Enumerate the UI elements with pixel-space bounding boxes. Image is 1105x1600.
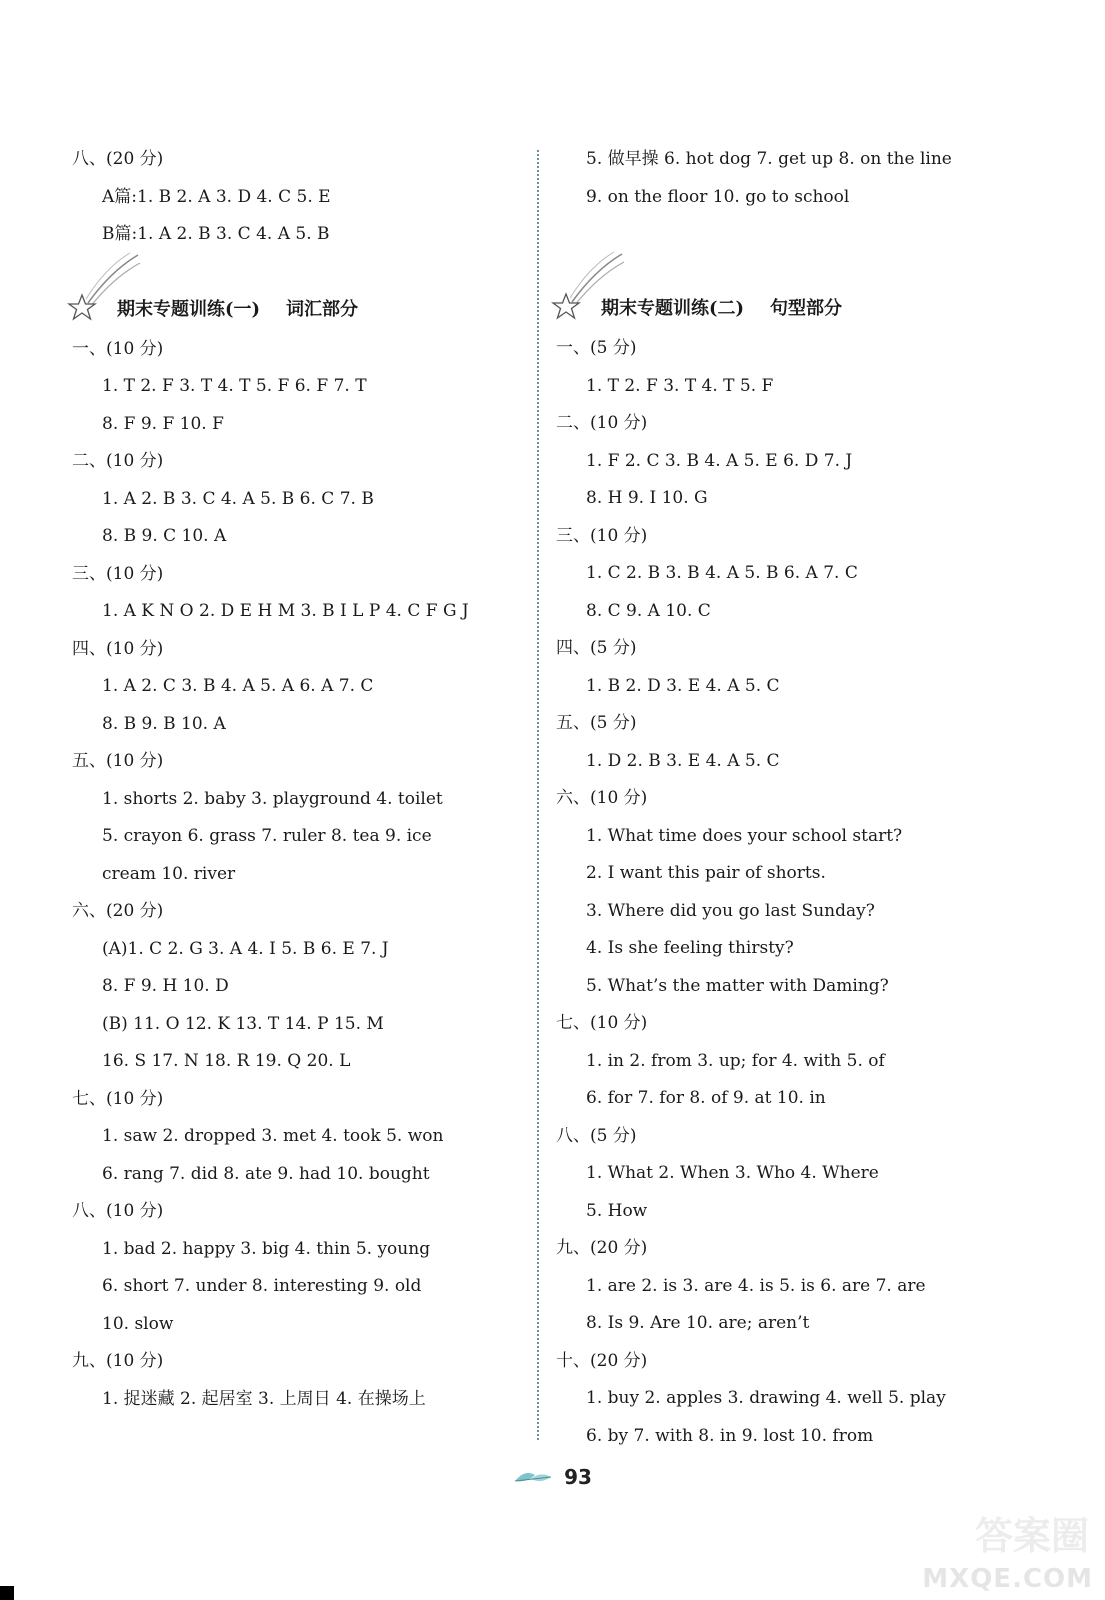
answer-line: 1. What 2. When 3. Who 4. Where (586, 1163, 879, 1183)
answer-line: 4. Is she feeling thirsty? (586, 938, 794, 958)
section-title: 六、(10 分) (556, 788, 648, 808)
answer-line: 1. F 2. C 3. B 4. A 5. E 6. D 7. J (586, 450, 853, 471)
section-title: 三、(10 分) (556, 525, 648, 546)
answer-line: 5. How (586, 1200, 648, 1221)
answer-line: (B) 11. O 12. K 13. T 14. P 15. M (102, 1013, 384, 1034)
answer-line: 3. Where did you go last Sunday? (586, 900, 875, 921)
answer-line: 6. for 7. for 8. of 9. at 10. in (586, 1088, 826, 1108)
answer-line: 1. A K N O 2. D E H M 3. B I L P 4. C F G J (102, 601, 469, 621)
section-title: 九、(10 分) (72, 1351, 164, 1371)
answer-line: 1. D 2. B 3. E 4. A 5. C (586, 750, 780, 771)
training-2-answers (556, 330, 1026, 1455)
right-column (556, 141, 1026, 1455)
answer-line: 1. T 2. F 3. T 4. T 5. F 6. F 7. T (102, 376, 367, 396)
section-title: 四、(10 分) (72, 638, 164, 659)
section-title: 十、(20 分) (556, 1350, 648, 1371)
section-title: 四、(5 分) (556, 638, 637, 658)
shooting-star-icon (550, 250, 625, 320)
leaf-icon (513, 1467, 553, 1487)
answer-line: 8. B 9. B 10. A (102, 713, 226, 734)
answer-line: 1. B 2. D 3. E 4. A 5. C (586, 675, 780, 696)
section-title: 二、(10 分) (556, 413, 648, 433)
training-1-answers (72, 331, 532, 1419)
section-title: 八、(20 分) (72, 149, 164, 169)
shooting-star-icon (66, 251, 141, 321)
answer-line: 8. H 9. I 10. G (586, 488, 708, 508)
answer-line: 5. crayon 6. grass 7. ruler 8. tea 9. ice (102, 826, 432, 846)
left-column (72, 141, 532, 1418)
answer-line: 8. F 9. F 10. F (102, 413, 224, 434)
answer-line: (A)1. C 2. G 3. A 4. I 5. B 6. E 7. J (102, 938, 389, 959)
answer-line: 1. A 2. C 3. B 4. A 5. A 6. A 7. C (102, 676, 374, 696)
answer-line: 1. What time does your school start? (586, 825, 903, 846)
answer-line: 8. Is 9. Are 10. are; aren’t (586, 1313, 810, 1333)
training-2-title: 期末专题训练(二) (601, 298, 745, 319)
answer-line: 1. are 2. is 3. are 4. is 5. is 6. are 7. are (586, 1275, 926, 1296)
answer-line: 1. bad 2. happy 3. big 4. thin 5. young (102, 1238, 431, 1259)
answer-line: 5. What’s the matter with Daming? (586, 975, 889, 996)
section-title: 三、(10 分) (72, 563, 164, 584)
answer-line: 16. S 17. N 18. R 19. Q 20. L (102, 1051, 351, 1071)
answer-line: 5. 做早操 6. hot dog 7. get up 8. on the line (586, 149, 952, 169)
section-title: 七、(10 分) (72, 1088, 164, 1109)
page-footer (0, 1465, 1105, 1489)
answer-line: 1. in 2. from 3. up; for 4. with 5. of (586, 1050, 885, 1071)
watermark (922, 1505, 1105, 1600)
section-title: 五、(10 分) (72, 751, 164, 771)
answer-line: 1. saw 2. dropped 3. met 4. took 5. won (102, 1126, 444, 1146)
section-title: 五、(5 分) (556, 713, 637, 733)
answer-line: A篇:1. B 2. A 3. D 4. C 5. E (102, 186, 331, 207)
section-title: 二、(10 分) (72, 451, 164, 471)
answer-line: 1. C 2. B 3. B 4. A 5. B 6. A 7. C (586, 563, 858, 583)
watermark-site: MXQE.COM (922, 1564, 1093, 1594)
answer-line: 1. 捉迷藏 2. 起居室 3. 上周日 4. 在操场上 (102, 1388, 426, 1409)
answer-line: 1. T 2. F 3. T 4. T 5. F (586, 375, 774, 396)
section-title: 一、(10 分) (72, 338, 164, 359)
section-title: 七、(10 分) (556, 1013, 648, 1033)
section-title: 八、(5 分) (556, 1125, 637, 1146)
answer-line: 1. buy 2. apples 3. drawing 4. well 5. play (586, 1388, 946, 1408)
page-number: 93 (564, 1465, 592, 1489)
answer-line: 6. short 7. under 8. interesting 9. old (102, 1276, 422, 1296)
answer-line: 8. F 9. H 10. D (102, 976, 229, 996)
corner-mark (0, 1586, 14, 1600)
answer-line: B篇:1. A 2. B 3. C 4. A 5. B (102, 224, 330, 244)
training-1-subtitle: 词汇部分 (286, 298, 359, 320)
column-divider (537, 150, 539, 1440)
training-1-title: 期末专题训练(一) (117, 298, 261, 320)
answer-line: 6. rang 7. did 8. ate 9. had 10. bought (102, 1163, 430, 1184)
section-title: 九、(20 分) (556, 1238, 648, 1258)
answer-line: 2. I want this pair of shorts. (586, 863, 826, 883)
training-2-subtitle: 句型部分 (770, 298, 843, 319)
answer-line: 10. slow (102, 1313, 174, 1334)
section-title: 八、(10 分) (72, 1201, 164, 1221)
answer-line: 8. C 9. A 10. C (586, 600, 711, 621)
watermark-brand: 答案圈 (974, 1514, 1089, 1558)
section-title: 一、(5 分) (556, 338, 637, 358)
training-1-heading (72, 289, 532, 331)
answer-line: cream 10. river (102, 863, 236, 884)
answer-line: 1. A 2. B 3. C 4. A 5. B 6. C 7. B (102, 488, 374, 509)
answer-line: 8. B 9. C 10. A (102, 526, 227, 546)
answer-line: 9. on the floor 10. go to school (586, 186, 850, 207)
training-2-heading (556, 288, 1026, 330)
section-title: 六、(20 分) (72, 901, 164, 921)
answer-line: 6. by 7. with 8. in 9. lost 10. from (586, 1425, 874, 1446)
answer-line: 1. shorts 2. baby 3. playground 4. toilet (102, 788, 443, 809)
